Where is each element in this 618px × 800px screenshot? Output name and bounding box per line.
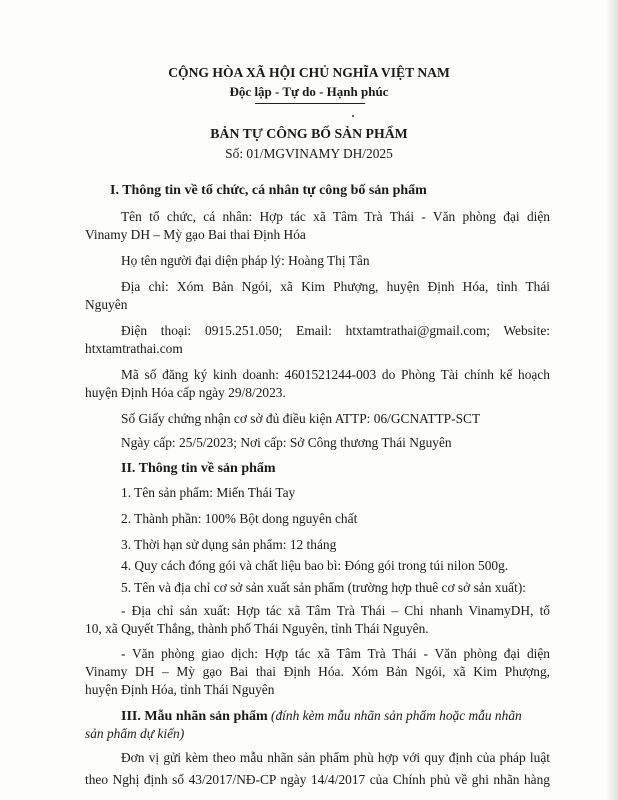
section3-note-line2: sản phẩm dự kiến) [85,726,185,741]
org-name-line1: Tên tổ chức, cá nhân: Hợp tác xã Tâm Trà Thái - Văn phòng đại diện [121,209,550,224]
section3-heading-line [121,708,550,725]
country-heading: CỘNG HÒA XÃ HỘI CHỦ NGHĨA VIỆT NAM [168,65,450,80]
contact-line1: Điện thoại: 0915.251.050; Email: htxtamtrathai@gmail.com; Website: [121,323,550,338]
page-edge-shadow [606,0,618,800]
office-line1: - Văn phòng giao dịch: Hợp tác xã Tâm Trà Thái - Văn phòng đại diện [121,646,550,661]
office-line2: Vinamy DH – Mỳ gạo Bai thai Định Hóa. Xóm Bản Ngói, xã Kim Phượng, [85,664,550,679]
legal-representative: Họ tên người đại diện pháp lý: Hoàng Thị Tân [121,253,370,268]
org-name-line2: Vinamy DH – Mỳ gạo Bai thai Định Hóa [85,227,306,242]
section3-heading: III. Mẫu nhãn sản phẩm [121,709,268,724]
business-reg-line1: Mã số đăng ký kinh doanh: 4601521244-003 do Phòng Tài chính kế hoạch [121,367,550,382]
product-shelf-life: 3. Thời hạn sử dụng sản phẩm: 12 tháng [121,537,337,552]
section3-body-line2: theo Nghị định số 43/2017/NĐ-CP ngày 14/4/2017 của Chính phủ về ghi nhãn hàng [85,772,550,787]
document-title: BẢN TỰ CÔNG BỐ SẢN PHẨM [210,126,408,141]
product-name: 1. Tên sản phẩm: Miến Thái Tay [121,485,296,500]
office-line3: huyện Định Hóa, tỉnh Thái Nguyên [85,682,275,697]
ink-dot [352,115,354,117]
motto-underline [255,103,365,104]
product-ingredients: 2. Thành phần: 100% Bột dong nguyên chất [121,511,358,526]
food-safety-cert: Số Giấy chứng nhận cơ sở đủ điều kiện ATTP: 06/GCNATTP-SCT [121,411,481,426]
section2-heading: II. Thông tin về sản phẩm [121,461,276,476]
section1-heading: I. Thông tin về tổ chức, cá nhân tự công bố sản phẩm [110,183,427,198]
address-line1: Địa chỉ: Xóm Bản Ngói, xã Kim Phượng, huyện Định Hóa, tỉnh Thái [121,279,550,294]
section3-note-line1: (đính kèm mẫu nhãn sản phẩm hoặc mẫu nhãn [271,708,522,723]
production-facility-heading: 5. Tên và địa chỉ cơ sở sản xuất sản phẩm (trường hợp thuê cơ sở sản xuất): [121,580,527,595]
document-number: Số: 01/MGVINAMY DH/2025 [225,146,393,161]
cert-issued: Ngày cấp: 25/5/2023; Nơi cấp: Sở Công thương Thái Nguyên [121,435,452,450]
production-address-line1: - Địa chỉ sản xuất: Hợp tác xã Tâm Trà Thái – Chi nhanh VinamyDH, tổ [121,603,550,618]
address-line2: Nguyên [85,297,128,312]
business-reg-line2: huyện Định Hóa cấp ngày 29/8/2023. [85,385,286,400]
section3-body-line1: Đơn vị gửi kèm theo mẫu nhãn sản phẩm phù hợp với quy định của pháp luật [121,750,550,765]
product-packaging: 4. Quy cách đóng gói và chất liệu bao bì: Đóng gói trong túi nilon 500g. [121,558,509,573]
production-address-line2: 10, xã Quyết Thắng, thành phố Thái Nguyên, tỉnh Thái Nguyên. [85,621,429,636]
contact-line2: htxtamtrathai.com [85,341,183,356]
motto: Độc lập - Tự do - Hạnh phúc [229,84,389,99]
